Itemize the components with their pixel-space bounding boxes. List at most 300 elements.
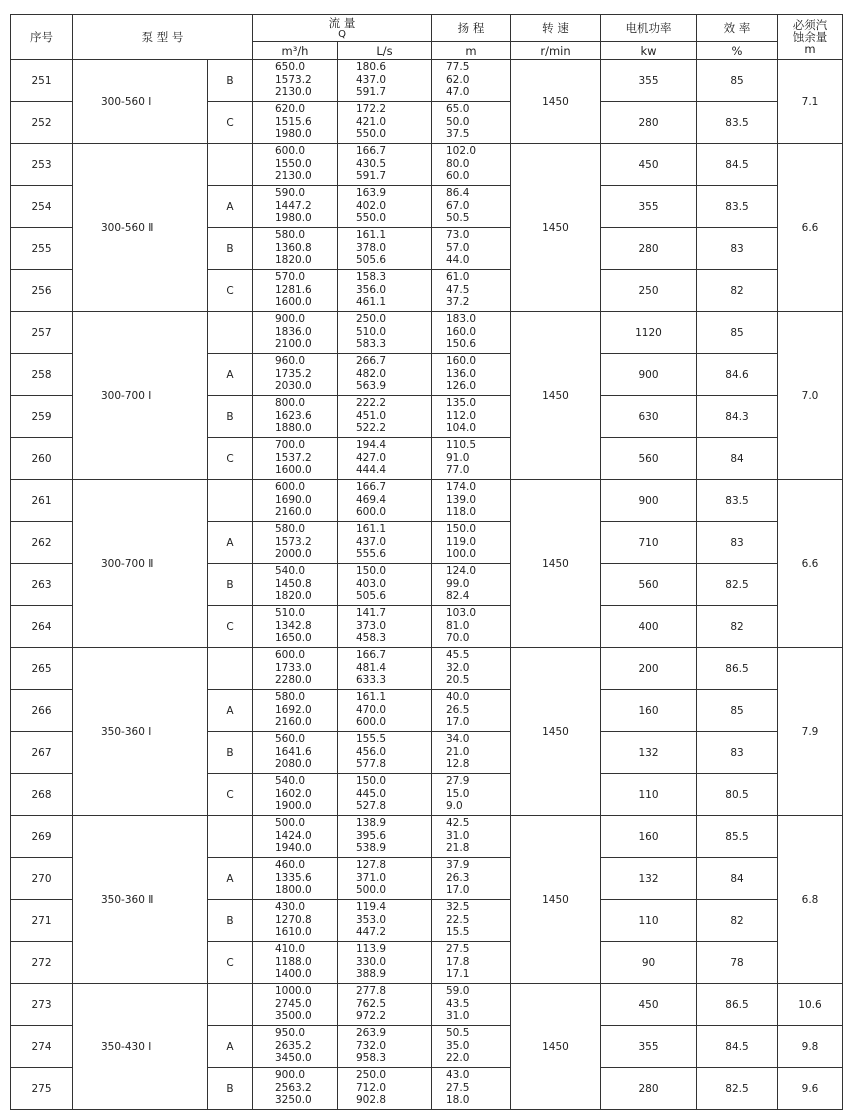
pump-model	[73, 312, 208, 480]
head-m-value: 27.5	[446, 943, 470, 955]
flow-m3h	[253, 396, 338, 438]
flow-m3h-value: 960.0	[275, 355, 306, 367]
pump-model	[73, 480, 208, 648]
flow-m3h-value: 1335.6	[275, 871, 312, 884]
head-m-value: 42.5	[446, 817, 470, 829]
flow-m3h-value: 1880.0	[275, 422, 312, 434]
flow-ls	[338, 732, 432, 774]
flow-m3h-value: 460.0	[275, 859, 306, 871]
head-m	[432, 606, 511, 648]
flow-m3h-value: 1360.8	[275, 241, 312, 254]
head-m-value: 174.0	[446, 481, 477, 493]
flow-m3h-value: 1836.0	[275, 325, 312, 338]
flow-m3h	[253, 690, 338, 732]
head-m-value: 37.9	[446, 859, 470, 871]
head-m-value: 45.5	[446, 649, 470, 661]
flow-m3h	[253, 102, 338, 144]
flow-ls-value: 150.0	[356, 775, 387, 787]
flow-ls-value: 481.4	[356, 661, 387, 674]
flow-m3h	[253, 186, 338, 228]
efficiency: 85.5	[697, 816, 778, 858]
flow-ls	[338, 480, 432, 522]
flow-ls-value: 353.0	[356, 913, 387, 926]
flow-m3h	[253, 60, 338, 102]
impeller-variant	[208, 984, 253, 1026]
head-m-value: 160.0	[446, 325, 477, 338]
motor-power: 355	[601, 186, 697, 228]
header-flow	[253, 15, 432, 42]
efficiency: 86.5	[697, 648, 778, 690]
head-m	[432, 774, 511, 816]
flow-m3h-value: 3450.0	[275, 1052, 312, 1064]
head-m-value: 47.0	[446, 86, 470, 98]
flow-m3h-value: 2030.0	[275, 380, 312, 392]
flow-m3h-value: 2130.0	[275, 86, 312, 98]
flow-m3h-value: 900.0	[275, 313, 306, 325]
flow-ls-value: 250.0	[356, 313, 387, 325]
head-m	[432, 1026, 511, 1068]
efficiency: 82	[697, 270, 778, 312]
npsh-required: 10.6	[778, 984, 843, 1026]
flow-ls-value: 437.0	[356, 535, 387, 548]
speed-rpm: 1450	[511, 60, 601, 144]
flow-ls	[338, 1068, 432, 1110]
flow-ls-value: 470.0	[356, 703, 387, 716]
flow-m3h-value: 1450.8	[275, 577, 312, 590]
npsh-required: 6.6	[778, 480, 843, 648]
head-m	[432, 1068, 511, 1110]
head-m	[432, 984, 511, 1026]
impeller-variant: A	[208, 354, 253, 396]
flow-ls-value: 555.6	[356, 548, 387, 560]
speed-rpm: 1450	[511, 144, 601, 312]
head-m-value: 62.0	[446, 73, 470, 86]
flow-ls-value: 421.0	[356, 115, 387, 128]
head-m-value: 104.0	[446, 422, 477, 434]
head-m	[432, 438, 511, 480]
row-number: 256	[11, 270, 73, 312]
head-m	[432, 858, 511, 900]
flow-m3h-value: 650.0	[275, 61, 306, 73]
head-m-value: 65.0	[446, 103, 470, 115]
head-m-value: 50.5	[446, 212, 470, 224]
flow-m3h-value: 800.0	[275, 397, 306, 409]
pump-model-label: 300-560 Ⅱ	[101, 221, 154, 234]
head-m-value: 112.0	[446, 409, 477, 422]
flow-m3h	[253, 942, 338, 984]
impeller-variant	[208, 312, 253, 354]
impeller-variant: A	[208, 690, 253, 732]
head-m-value: 80.0	[446, 157, 470, 170]
head-m-value: 17.0	[446, 716, 470, 728]
impeller-variant: B	[208, 60, 253, 102]
flow-m3h	[253, 480, 338, 522]
head-m	[432, 396, 511, 438]
unit-flow-ls: L/s	[338, 42, 432, 60]
row-number: 263	[11, 564, 73, 606]
head-m	[432, 564, 511, 606]
flow-ls-value: 583.3	[356, 338, 387, 350]
head-m-value: 183.0	[446, 313, 477, 325]
table-row	[11, 480, 843, 522]
head-m-value: 15.5	[446, 926, 470, 938]
flow-m3h-value: 430.0	[275, 901, 306, 913]
flow-m3h-value: 3250.0	[275, 1094, 312, 1106]
head-m-value: 103.0	[446, 607, 477, 619]
unit-speed: r/min	[511, 42, 601, 60]
flow-m3h-value: 590.0	[275, 187, 306, 199]
motor-power: 132	[601, 858, 697, 900]
head-m-value: 99.0	[446, 577, 470, 590]
impeller-variant: A	[208, 858, 253, 900]
flow-ls-value: 161.1	[356, 691, 387, 703]
head-m-value: 91.0	[446, 451, 470, 464]
header-speed: 转 速	[511, 15, 601, 42]
flow-ls-value: 591.7	[356, 170, 387, 182]
row-number: 258	[11, 354, 73, 396]
flow-ls-value: 482.0	[356, 367, 387, 380]
flow-m3h	[253, 270, 338, 312]
flow-ls-value: 505.6	[356, 254, 387, 266]
table-row	[11, 816, 843, 858]
flow-m3h-value: 600.0	[275, 481, 306, 493]
motor-power: 280	[601, 228, 697, 270]
flow-ls	[338, 144, 432, 186]
flow-m3h-value: 1623.6	[275, 409, 312, 422]
row-number: 262	[11, 522, 73, 564]
impeller-variant: A	[208, 522, 253, 564]
efficiency: 84.6	[697, 354, 778, 396]
head-m	[432, 732, 511, 774]
flow-ls-value: 445.0	[356, 787, 387, 800]
flow-m3h-value: 2160.0	[275, 506, 312, 518]
flow-ls-value: 378.0	[356, 241, 387, 254]
efficiency: 83.5	[697, 102, 778, 144]
flow-m3h-value: 580.0	[275, 523, 306, 535]
impeller-variant: A	[208, 1026, 253, 1068]
flow-m3h-value: 1800.0	[275, 884, 312, 896]
flow-m3h-value: 1400.0	[275, 968, 312, 980]
head-m-value: 77.0	[446, 464, 470, 476]
flow-ls-value: 119.4	[356, 901, 387, 913]
flow-ls-value: 505.6	[356, 590, 387, 602]
efficiency: 82	[697, 606, 778, 648]
flow-m3h-value: 2280.0	[275, 674, 312, 686]
flow-ls-value: 458.3	[356, 632, 387, 644]
flow-m3h-value: 540.0	[275, 565, 306, 577]
flow-m3h-value: 2080.0	[275, 758, 312, 770]
impeller-variant: C	[208, 438, 253, 480]
table-row	[11, 648, 843, 690]
head-m-value: 21.8	[446, 842, 470, 854]
flow-ls-value: 577.8	[356, 758, 387, 770]
flow-ls-value: 430.5	[356, 157, 387, 170]
head-m-value: 59.0	[446, 985, 470, 997]
row-number: 259	[11, 396, 73, 438]
flow-ls	[338, 900, 432, 942]
flow-ls-value: 600.0	[356, 506, 387, 518]
flow-m3h-value: 2000.0	[275, 548, 312, 560]
flow-m3h-value: 1573.2	[275, 73, 312, 86]
row-number: 260	[11, 438, 73, 480]
row-number: 266	[11, 690, 73, 732]
head-m-value: 37.5	[446, 128, 470, 140]
head-m-value: 150.0	[446, 523, 477, 535]
head-m-value: 20.5	[446, 674, 470, 686]
efficiency: 83.5	[697, 186, 778, 228]
flow-ls	[338, 774, 432, 816]
flow-m3h	[253, 1068, 338, 1110]
motor-power: 710	[601, 522, 697, 564]
flow-ls	[338, 942, 432, 984]
head-m-value: 139.0	[446, 493, 477, 506]
head-m	[432, 690, 511, 732]
head-m-value: 15.0	[446, 787, 470, 800]
flow-m3h-value: 950.0	[275, 1027, 306, 1039]
pump-model-label: 300-560 Ⅰ	[101, 95, 152, 108]
pump-model	[73, 984, 208, 1110]
speed-rpm: 1450	[511, 648, 601, 816]
efficiency: 84.5	[697, 144, 778, 186]
row-number: 252	[11, 102, 73, 144]
flow-ls-value: 266.7	[356, 355, 387, 367]
unit-flow-m3h: m³/h	[253, 42, 338, 60]
flow-m3h-value: 1600.0	[275, 464, 312, 476]
motor-power: 160	[601, 816, 697, 858]
flow-ls-value: 150.0	[356, 565, 387, 577]
row-number: 269	[11, 816, 73, 858]
motor-power: 450	[601, 984, 697, 1026]
flow-m3h	[253, 774, 338, 816]
flow-m3h	[253, 144, 338, 186]
head-m-value: 57.0	[446, 241, 470, 254]
row-number: 257	[11, 312, 73, 354]
flow-ls	[338, 816, 432, 858]
flow-m3h-value: 1820.0	[275, 590, 312, 602]
head-m-value: 77.5	[446, 61, 470, 73]
impeller-variant: B	[208, 564, 253, 606]
flow-m3h-value: 1980.0	[275, 128, 312, 140]
flow-ls-value: 550.0	[356, 212, 387, 224]
impeller-variant	[208, 816, 253, 858]
impeller-variant: C	[208, 942, 253, 984]
flow-ls-value: 163.9	[356, 187, 387, 199]
flow-m3h	[253, 648, 338, 690]
flow-ls-value: 180.6	[356, 61, 387, 73]
flow-ls-value: 222.2	[356, 397, 387, 409]
flow-m3h	[253, 984, 338, 1026]
flow-ls-value: 158.3	[356, 271, 387, 283]
flow-ls-value: 141.7	[356, 607, 387, 619]
flow-ls	[338, 270, 432, 312]
head-m-value: 40.0	[446, 691, 470, 703]
head-m-value: 136.0	[446, 367, 477, 380]
flow-ls-value: 113.9	[356, 943, 387, 955]
unit-head: m	[432, 42, 511, 60]
flow-ls-value: 166.7	[356, 145, 387, 157]
head-m-value: 44.0	[446, 254, 470, 266]
head-m-value: 118.0	[446, 506, 477, 518]
header-model: 泵 型 号	[73, 15, 253, 60]
flow-m3h-value: 1602.0	[275, 787, 312, 800]
flow-m3h-value: 2635.2	[275, 1039, 312, 1052]
flow-m3h-value: 2563.2	[275, 1081, 312, 1094]
head-m-value: 73.0	[446, 229, 470, 241]
head-m-value: 22.5	[446, 913, 470, 926]
flow-m3h-value: 2745.0	[275, 997, 312, 1010]
pump-model	[73, 816, 208, 984]
speed-rpm: 1450	[511, 984, 601, 1110]
flow-m3h	[253, 858, 338, 900]
head-m	[432, 942, 511, 984]
flow-m3h	[253, 522, 338, 564]
flow-m3h-value: 1000.0	[275, 985, 312, 997]
head-m-value: 50.0	[446, 115, 470, 128]
flow-m3h-value: 1573.2	[275, 535, 312, 548]
head-m	[432, 816, 511, 858]
head-m	[432, 144, 511, 186]
head-m-value: 160.0	[446, 355, 477, 367]
flow-ls-value: 330.0	[356, 955, 387, 968]
efficiency: 83	[697, 228, 778, 270]
row-number: 265	[11, 648, 73, 690]
row-number: 272	[11, 942, 73, 984]
efficiency: 84	[697, 858, 778, 900]
impeller-variant: C	[208, 270, 253, 312]
flow-ls	[338, 396, 432, 438]
impeller-variant	[208, 480, 253, 522]
motor-power: 250	[601, 270, 697, 312]
head-m-value: 150.6	[446, 338, 477, 350]
flow-m3h-value: 3500.0	[275, 1010, 312, 1022]
pump-model-label: 350-360 Ⅱ	[101, 893, 154, 906]
head-m-value: 50.5	[446, 1027, 470, 1039]
pump-model-label: 350-430 Ⅰ	[101, 1040, 152, 1053]
motor-power: 900	[601, 354, 697, 396]
head-m-value: 31.0	[446, 1010, 470, 1022]
flow-m3h-value: 1188.0	[275, 955, 312, 968]
head-m-value: 43.5	[446, 997, 470, 1010]
flow-ls	[338, 438, 432, 480]
flow-ls-value: 538.9	[356, 842, 387, 854]
header-head: 扬 程	[432, 15, 511, 42]
efficiency: 80.5	[697, 774, 778, 816]
impeller-variant: C	[208, 606, 253, 648]
flow-ls-value: 527.8	[356, 800, 387, 812]
flow-ls-value: 437.0	[356, 73, 387, 86]
flow-m3h-value: 410.0	[275, 943, 306, 955]
flow-ls-value: 138.9	[356, 817, 387, 829]
flow-ls	[338, 858, 432, 900]
head-m-value: 43.0	[446, 1069, 470, 1081]
flow-ls-value: 395.6	[356, 829, 387, 842]
flow-ls-value: 161.1	[356, 229, 387, 241]
flow-ls-value: 732.0	[356, 1039, 387, 1052]
flow-m3h-value: 570.0	[275, 271, 306, 283]
flow-ls-value: 762.5	[356, 997, 387, 1010]
unit-power: kw	[601, 42, 697, 60]
flow-ls-value: 277.8	[356, 985, 387, 997]
head-m-value: 47.5	[446, 283, 470, 296]
flow-ls	[338, 984, 432, 1026]
flow-m3h	[253, 732, 338, 774]
flow-m3h-value: 1690.0	[275, 493, 312, 506]
flow-m3h-value: 1600.0	[275, 296, 312, 308]
flow-ls	[338, 606, 432, 648]
head-m	[432, 480, 511, 522]
efficiency: 85	[697, 312, 778, 354]
impeller-variant: C	[208, 102, 253, 144]
flow-ls	[338, 312, 432, 354]
flow-m3h-value: 600.0	[275, 649, 306, 661]
head-m	[432, 312, 511, 354]
flow-m3h-value: 1342.8	[275, 619, 312, 632]
unit-efficiency: %	[697, 42, 778, 60]
flow-ls-value: 451.0	[356, 409, 387, 422]
head-m-value: 102.0	[446, 145, 477, 157]
motor-power: 355	[601, 1026, 697, 1068]
motor-power: 900	[601, 480, 697, 522]
pump-spec-sheet	[10, 14, 842, 1110]
flow-m3h-value: 1733.0	[275, 661, 312, 674]
flow-m3h-value: 2160.0	[275, 716, 312, 728]
flow-m3h-value: 620.0	[275, 103, 306, 115]
head-m-value: 70.0	[446, 632, 470, 644]
impeller-variant	[208, 144, 253, 186]
head-m-value: 35.0	[446, 1039, 470, 1052]
flow-ls-value: 522.2	[356, 422, 387, 434]
efficiency: 82.5	[697, 1068, 778, 1110]
flow-ls-value: 447.2	[356, 926, 387, 938]
table-body	[11, 60, 843, 1110]
impeller-variant: C	[208, 774, 253, 816]
head-m-value: 37.2	[446, 296, 470, 308]
flow-m3h-value: 500.0	[275, 817, 306, 829]
flow-ls-value: 250.0	[356, 1069, 387, 1081]
row-number: 251	[11, 60, 73, 102]
head-m-value: 126.0	[446, 380, 477, 392]
row-number: 275	[11, 1068, 73, 1110]
motor-power: 90	[601, 942, 697, 984]
head-m	[432, 60, 511, 102]
head-m-value: 26.5	[446, 703, 470, 716]
head-m-value: 81.0	[446, 619, 470, 632]
motor-power: 110	[601, 774, 697, 816]
header-index: 序号	[11, 15, 73, 60]
efficiency: 82.5	[697, 564, 778, 606]
impeller-variant: B	[208, 1068, 253, 1110]
flow-m3h-value: 700.0	[275, 439, 306, 451]
flow-m3h-value: 600.0	[275, 145, 306, 157]
flow-m3h-value: 1692.0	[275, 703, 312, 716]
motor-power: 1120	[601, 312, 697, 354]
head-m-value: 82.4	[446, 590, 470, 602]
flow-ls	[338, 102, 432, 144]
flow-ls-value: 263.9	[356, 1027, 387, 1039]
flow-ls	[338, 186, 432, 228]
flow-ls-value: 550.0	[356, 128, 387, 140]
motor-power: 400	[601, 606, 697, 648]
flow-m3h-value: 1641.6	[275, 745, 312, 758]
impeller-variant: B	[208, 732, 253, 774]
flow-m3h	[253, 228, 338, 270]
npsh-required: 6.8	[778, 816, 843, 984]
head-m	[432, 648, 511, 690]
motor-power: 160	[601, 690, 697, 732]
flow-ls-value: 563.9	[356, 380, 387, 392]
flow-m3h	[253, 900, 338, 942]
efficiency: 84.3	[697, 396, 778, 438]
